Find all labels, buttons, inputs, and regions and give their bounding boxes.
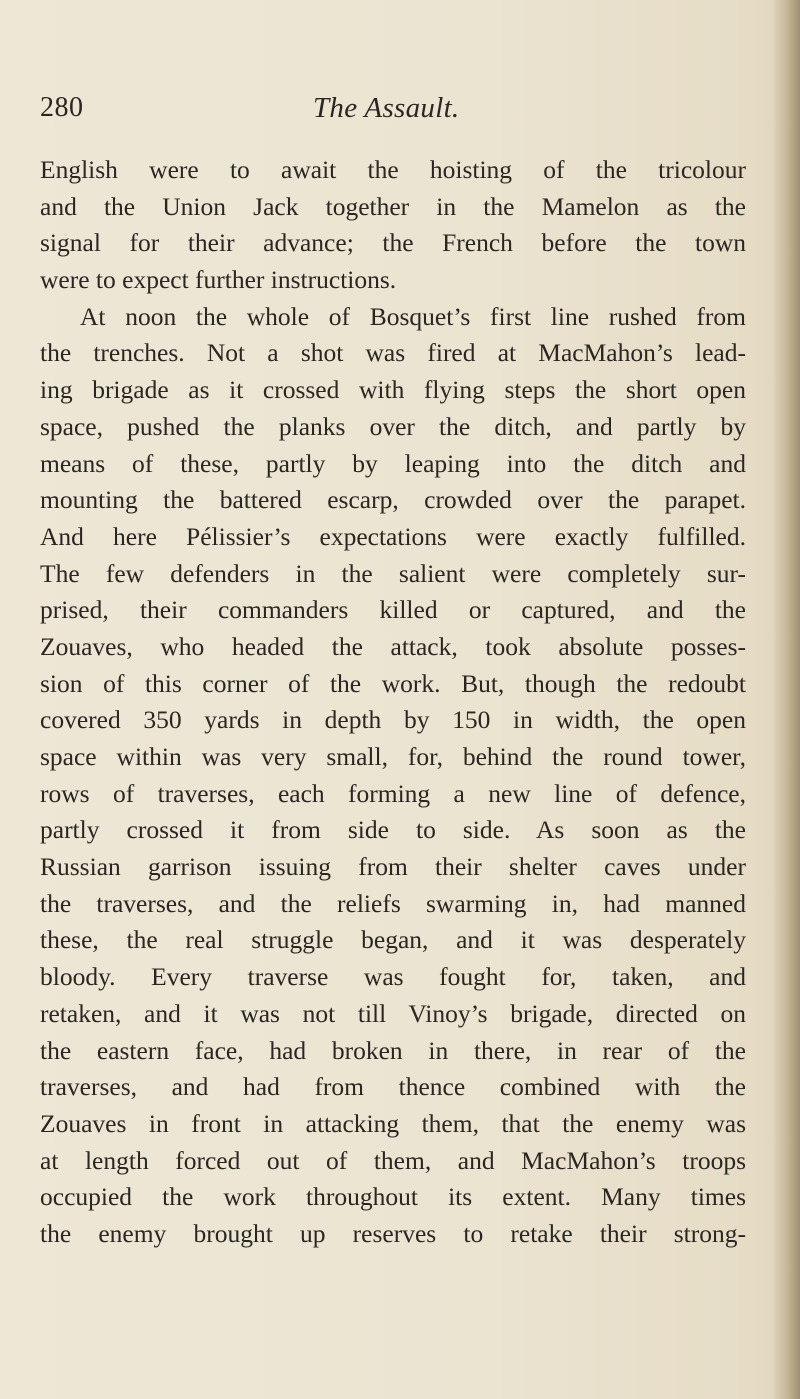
text-line: And here Pélissier’s expectations were exactly fulfilled. [40, 521, 746, 551]
text-line: these, the real struggle began, and it was desperately [40, 925, 746, 955]
text-line: Zouaves in front in attacking them, that the enemy was [40, 1108, 746, 1138]
body-text [40, 152, 746, 1253]
page-number: 280 [40, 92, 84, 123]
text-line: ing brigade as it crossed with flying steps the short open [40, 375, 746, 405]
text-line: traverses, and had from thence combined with the [40, 1072, 746, 1102]
text-line: mounting the battered escarp, crowded over the parapet. [40, 485, 746, 515]
page-header [40, 92, 760, 132]
text-line: signal for their advance; the French before the town [40, 228, 746, 258]
text-line: sion of this corner of the work. But, though the redoubt [40, 668, 746, 698]
text-line: bloody. Every traverse was fought for, taken, and [40, 962, 746, 992]
text-line: the traverses, and the reliefs swarming in, had manned [40, 888, 746, 918]
text-line: the trenches. Not a shot was fired at MacMahon’s lead- [40, 338, 746, 368]
text-line: Russian garrison issuing from their shelter caves under [40, 852, 746, 882]
text-line: at length forced out of them, and MacMahon’s troops [40, 1145, 746, 1175]
text-line: covered 350 yards in depth by 150 in width, the open [40, 705, 746, 735]
text-line: At noon the whole of Bosquet’s first line rushed from [80, 301, 746, 331]
text-line: were to expect further instructions. [40, 265, 397, 295]
text-line: occupied the work throughout its extent. Many times [40, 1182, 746, 1212]
text-line: and the Union Jack together in the Mamelon as the [40, 191, 746, 221]
text-line: space within was very small, for, behind the round tower, [40, 742, 746, 771]
running-head: The Assault. [313, 92, 460, 124]
text-line: Zouaves, who headed the attack, took absolute posses- [40, 631, 746, 661]
text-line: partly crossed it from side to side. As soon as the [40, 815, 746, 845]
text-line: the enemy brought up reserves to retake their strong- [40, 1218, 746, 1248]
text-line: rows of traverses, each forming a new line of defence, [40, 778, 746, 808]
text-line: The few defenders in the salient were completely sur- [40, 558, 746, 588]
text-line: prised, their commanders killed or captured, and the [40, 595, 746, 625]
text-line: retaken, and it was not till Vinoy’s brigade, directed on [40, 998, 746, 1028]
page-edge-shadow [772, 0, 800, 1399]
text-line: English were to await the hoisting of the tricolour [40, 155, 746, 184]
text-line: the eastern face, had broken in there, in rear of the [40, 1035, 746, 1065]
text-line: space, pushed the planks over the ditch, and partly by [40, 411, 746, 441]
text-line: means of these, partly by leaping into the ditch and [40, 448, 746, 478]
